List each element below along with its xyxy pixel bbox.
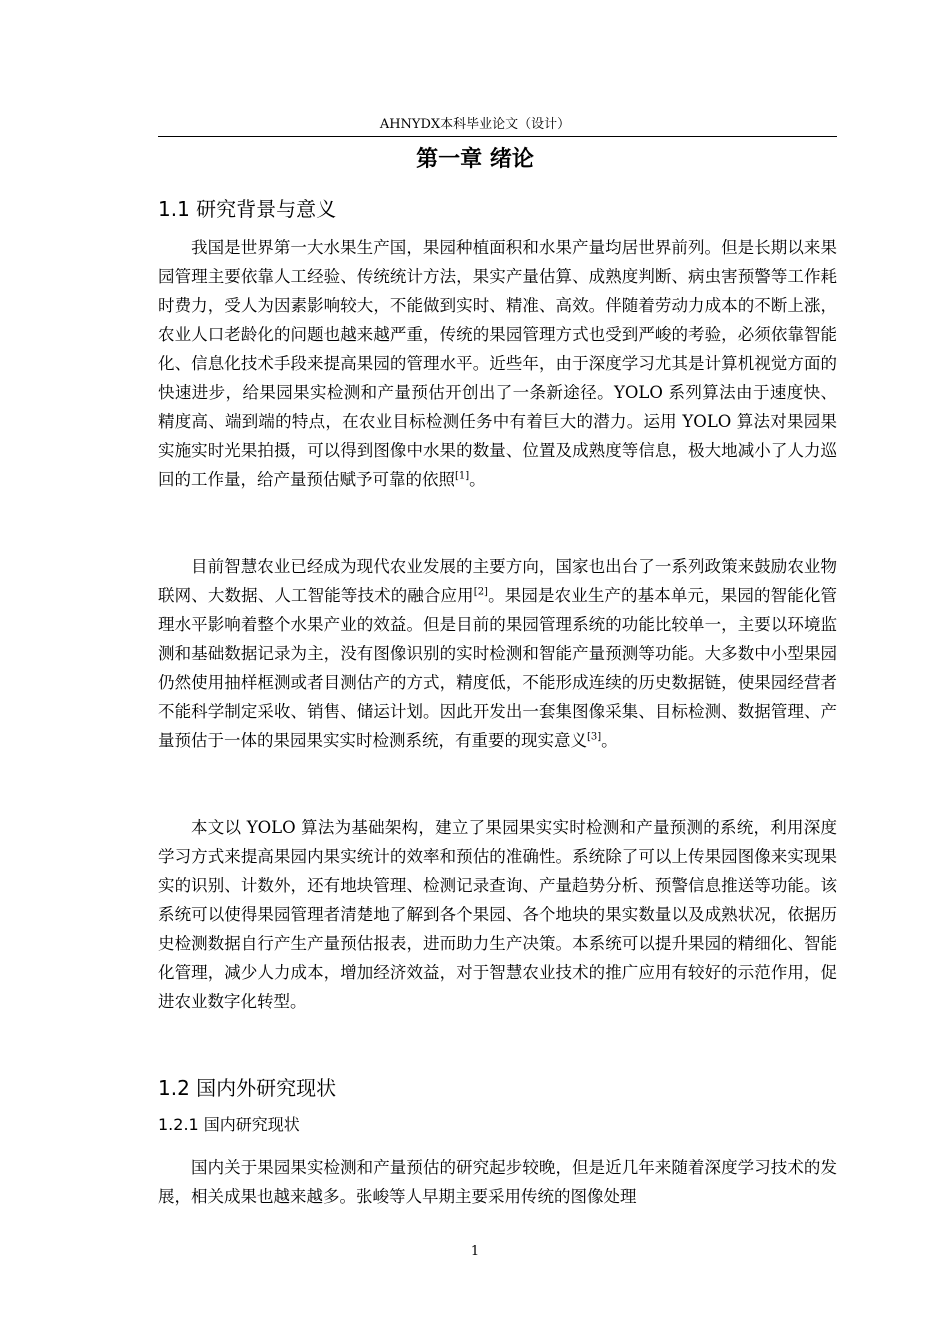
citation-ref: [3]: [587, 731, 602, 743]
paragraph-text-rest: 。果园是农业生产的基本单元，果园的智能化管理水平影响着整个水果产业的效益。但是目前的果园管理系统的功能比较单一，主要以环境监测和基础数据记录为主，没有图像识别的实时检测和智能产量预测等功能。大多数中小型果园仍然使用抽样框测或者目测估产的方式，精度低，不能形成连续的历史数据链，使果园经营者不能科学制定采收、销售、储运计划。因此开发出一套集图像采集、目标检测、数据管理、产量预估于一体的果园果实实时检测系统，有重要的现实意义: [158, 586, 838, 750]
subsection-heading-1-2-1: 1.2.1 国内研究现状: [158, 1115, 300, 1134]
paragraph-1-2-1-p1: [158, 1153, 837, 1211]
paragraph-1-1-p1: [158, 233, 837, 494]
page-number: 1: [470, 1244, 480, 1259]
paragraph-text: 本文以 YOLO 算法为基础架构，建立了果园果实实时检测和产量预测的系统，利用深度学习方式来提高果园内果实统计的效率和预估的准确性。系统除了可以上传果园图像来实现果实的识别、计数外，还有地块管理、检测记录查询、产量趋势分析、预警信息推送等功能。该系统可以使得果园管理者清楚地了解到各个果园、各个地块的果实数量以及成熟状况，依据历史检测数据自行产生产量预估报表，进而助力生产决策。本系统可以提升果园的精细化、智能化管理，减少人力成本，增加经济效益，对于智慧农业技术的推广应用有较好的示范作用，促进农业数字化转型。: [158, 818, 837, 1011]
header-rule: [158, 136, 837, 137]
paragraph-1-1-p2: [158, 552, 837, 755]
paragraph-text: 国内关于果园果实检测和产量预估的研究起步较晚，但是近几年来随着深度学习技术的发展，相关成果也越来越多。张峻等人早期主要采用传统的图像处理: [158, 1158, 837, 1206]
citation-ref: [2]: [473, 586, 488, 598]
section-heading-1-2: 1.2 国内外研究现状: [158, 1076, 337, 1100]
chapter-title: 第一章 绪论: [416, 147, 534, 172]
paragraph-text: 目前智慧农业已经成为现代农业发展的主要方向，国家也出台了一系列政策来鼓励农业物联网、大数据、人工智能等技术的融合应用: [158, 557, 837, 605]
section-heading-1-1: 1.1 研究背景与意义: [158, 197, 337, 221]
paragraph-text: 我国是世界第一大水果生产国，果园种植面积和水果产量均居世界前列。但是长期以来果园管理主要依靠人工经验、传统统计方法，果实产量估算、成熟度判断、病虫害预警等工作耗时费力，受人为因素影响较大，不能做到实时、精准、高效。伴随着劳动力成本的不断上涨，农业人口老龄化的问题也越来越严重，传统的果园管理方式也受到严峻的考验，必须依靠智能化、信息化技术手段来提高果园的管理水平。近些年，由于深度学习尤其是计算机视觉方面的快速进步，给果园果实检测和产量预估开创出了一条新途径。YOLO 系列算法由于速度快、精度高、端到端的特点，在农业目标检测任务中有着巨大的潜力。运用 YOLO 算法对果园果实施实时光果拍摄，可以得到图像中水果的数量、位置及成熟度等信息，极大地减小了人力巡回的工作量，给产量预估赋予可靠的依照: [158, 238, 837, 489]
citation-ref: [1]: [455, 470, 470, 482]
running-header: AHNYDX本科毕业论文（设计）: [379, 117, 571, 132]
paragraph-end: 。: [601, 731, 618, 750]
paragraph-end: 。: [469, 470, 486, 489]
paragraph-1-1-p3: [158, 813, 837, 1016]
